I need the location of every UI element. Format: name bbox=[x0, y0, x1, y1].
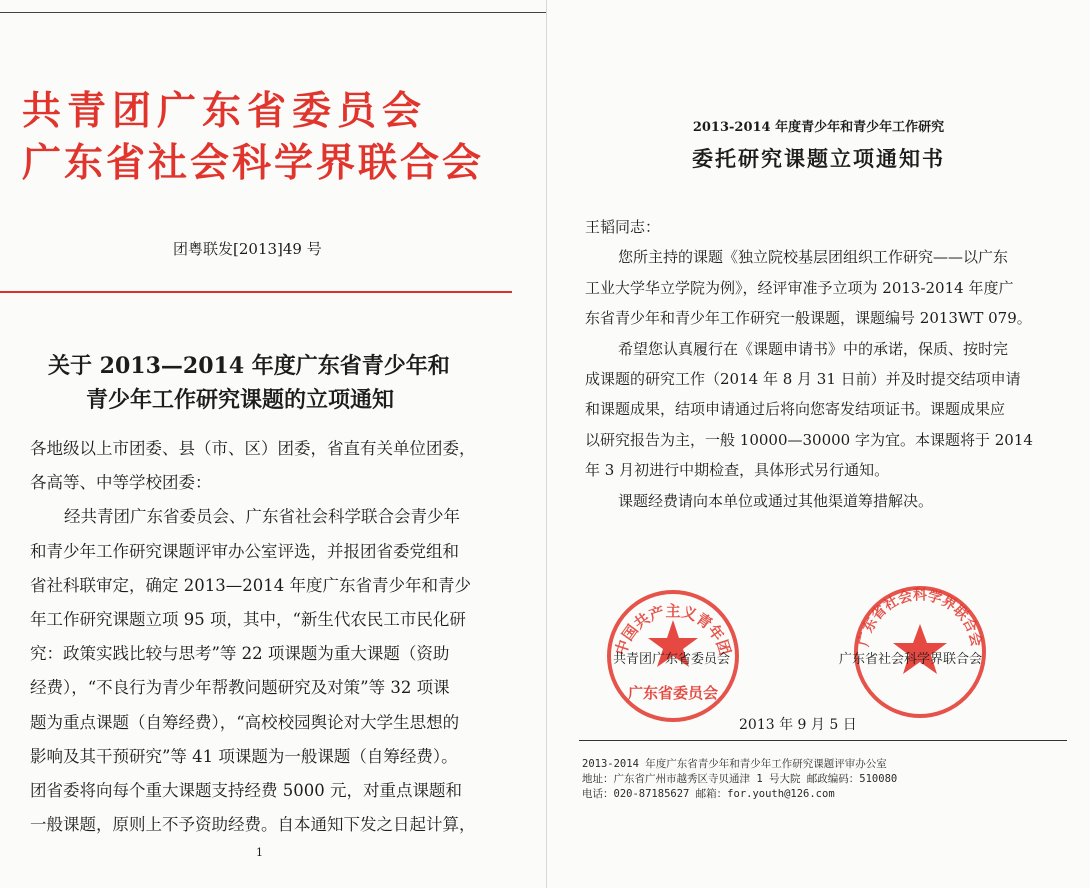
body-line: 东省青少年和青少年工作研究一般课题，课题编号 2013WT 079。 bbox=[585, 309, 1032, 328]
signature-social-science-federation: 广东省社会科学界联合会 bbox=[839, 652, 983, 667]
body-line: 经费），“不良行为青少年帮教问题研究及对策”等 32 项课 bbox=[30, 678, 450, 698]
notice-header-line-2: 委托研究课题立项通知书 bbox=[692, 146, 945, 171]
body-line: 团省委将向每个重大课题支持经费 5000 元，对重点课题和 bbox=[30, 781, 462, 801]
notification-body bbox=[585, 212, 1065, 516]
page-number: 1 bbox=[256, 846, 263, 859]
footer-contact: 电话：020-87185627 邮箱：for.youth@126.com bbox=[582, 788, 835, 800]
letterhead-org-line-1: 共青团广东省委员会 bbox=[22, 88, 428, 134]
footer-rule-line bbox=[579, 740, 1067, 741]
salutation: 王韬同志： bbox=[585, 218, 661, 236]
body-line: 年工作研究课题立项 95 项，其中，“新生代农民工市民化研 bbox=[30, 610, 466, 630]
stamp-left-arc-text: 中国共产主义青年团 bbox=[611, 602, 735, 658]
top-rule-line bbox=[0, 12, 546, 13]
letterhead-org-line-2: 广东省社会科学界联合会 bbox=[22, 140, 485, 186]
stamp-left-center-text: 广东省委员会 bbox=[627, 684, 719, 702]
document-number: 团粤联发[2013]49 号 bbox=[173, 240, 322, 258]
signature-youth-league: 共青团广东省委员会 bbox=[613, 652, 731, 667]
notice-header-line-1: 2013-2014 年度青少年和青少年工作研究 bbox=[692, 120, 945, 135]
notice-title-line-1: 关于 2013—2014 年度广东省青少年和 bbox=[48, 353, 450, 379]
body-line: 各地级以上市团委、县（市、区）团委，省直有关单位团委， bbox=[30, 439, 476, 458]
issue-date: 2013 年 9 月 5 日 bbox=[739, 717, 857, 733]
body-line: 您所主持的课题《独立院校基层团组织工作研究——以广东 bbox=[618, 248, 1009, 267]
body-line: 究：政策实践比较与思考”等 22 项课题为重大课题（资助 bbox=[30, 644, 450, 664]
body-line: 课题经费请向本单位或通过其他渠道筹措解决。 bbox=[618, 491, 934, 510]
body-line: 成课题的研究工作（2014 年 8 月 31 日前）并及时提交结项申请 bbox=[585, 370, 1021, 389]
body-line: 和青少年工作研究课题评审办公室评选，并报团省委党组和 bbox=[30, 541, 459, 561]
office-footer bbox=[582, 757, 1072, 802]
right-document-page bbox=[547, 0, 1090, 888]
stamp-right-arc-text: 广东省社会科学界联合会 bbox=[856, 587, 984, 649]
notice-body bbox=[30, 432, 500, 842]
body-line: 一般课题，原则上不予资助经费。自本通知下发之日起计算， bbox=[30, 815, 476, 835]
body-line: 和课题成果，结项申请通过后将向您寄发结项证书。课题成果应 bbox=[585, 400, 1006, 419]
body-line: 希望您认真履行在《课题申请书》中的承诺，保质、按时完 bbox=[618, 339, 1009, 358]
footer-address: 地址：广东省广州市越秀区寺贝通津 1 号大院 邮政编码：510080 bbox=[582, 773, 898, 785]
red-divider-line bbox=[0, 291, 512, 293]
body-line: 影响及其干预研究”等 41 项课题为一般课题（自筹经费）。 bbox=[30, 746, 458, 766]
body-line: 题为重点课题（自筹经费），“高校校园舆论对大学生思想的 bbox=[30, 712, 460, 732]
footer-office: 2013-2014 年度广东省青少年和青少年工作研究课题评审办公室 bbox=[582, 758, 887, 770]
body-line: 省社科联审定，确定 2013—2014 年度广东省青少年和青少 bbox=[30, 575, 471, 595]
notice-title-line-2: 青少年工作研究课题的立项通知 bbox=[86, 387, 395, 413]
body-line: 各高等、中等学校团委： bbox=[30, 473, 212, 493]
body-line: 年 3 月初进行中期检查，具体形式另行通知。 bbox=[585, 461, 890, 480]
body-line: 以研究报告为主，一般 10000—30000 字为宜。本课题将于 2014 bbox=[585, 430, 1033, 449]
body-line: 经共青团广东省委员会、广东省社会科学联合会青少年 bbox=[64, 507, 460, 527]
body-line: 工业大学华立学院为例》，经评审准予立项为 2013-2014 年度广 bbox=[585, 278, 1014, 297]
